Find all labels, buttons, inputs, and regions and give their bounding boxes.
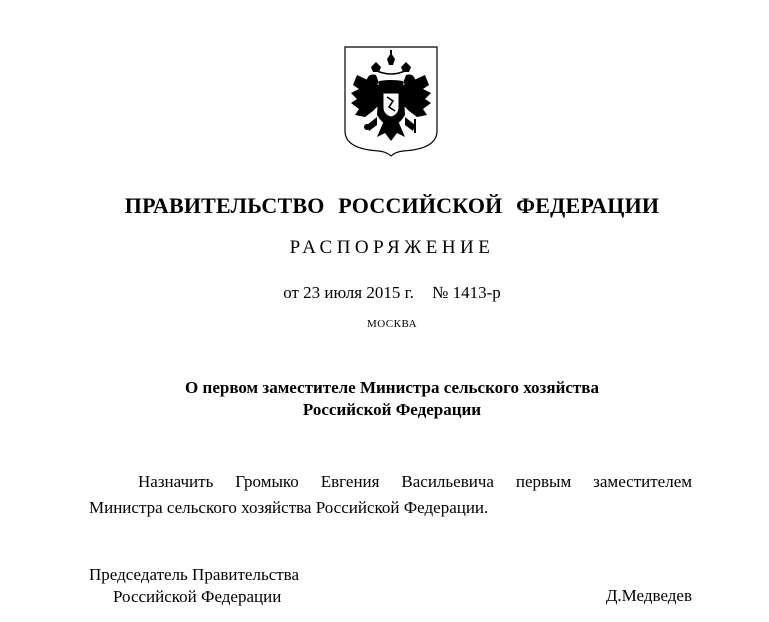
government-title: ПРАВИТЕЛЬСТВО РОССИЙСКОЙ ФЕДЕРАЦИИ — [124, 193, 660, 218]
body-word: Громыко — [235, 472, 299, 491]
signatory-name: Д.Медведев — [605, 586, 692, 605]
subject-line-1: О первом заместителе Министра сельского хозяйства — [185, 378, 599, 397]
body-word: заместителем — [593, 472, 692, 491]
document-number: № 1413-р — [432, 283, 501, 302]
body-word: первым — [515, 472, 572, 491]
body-word: Назначить — [138, 472, 214, 491]
signatory-position-line-1: Председатель Правительства — [89, 565, 300, 584]
signatory-position — [89, 564, 299, 608]
body-word: Васильевича — [401, 472, 494, 491]
signatory-position-line-2: Российской Федерации — [113, 587, 282, 606]
document-date-line — [0, 283, 769, 303]
document-date: от 23 июля 2015 г. — [283, 283, 414, 302]
coat-of-arms-emblem-icon — [343, 45, 439, 157]
subject-line-2: Российской Федерации — [302, 400, 482, 419]
issue-city: МОСКВА — [366, 318, 418, 330]
document-body — [89, 469, 692, 521]
body-line-2: Министра сельского хозяйства Российской Федерации. — [89, 498, 489, 517]
document-type: РАСПОРЯЖЕНИЕ — [289, 237, 495, 258]
body-word: Евгения — [320, 472, 380, 491]
document-subject — [0, 377, 769, 421]
body-line-1 — [89, 469, 692, 495]
